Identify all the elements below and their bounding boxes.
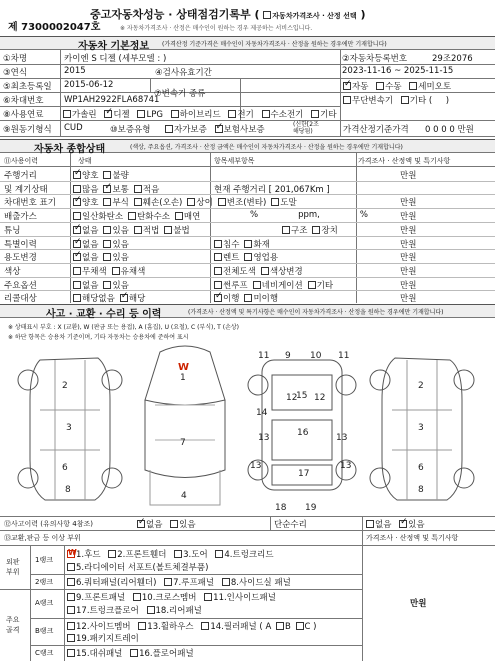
summary-note: (색상, 주요옵션, 가격조사 · 산정 금액은 매수인이 자동차가격조사 · 산정을 원하는 경우에만 기재합니다): [130, 144, 403, 151]
trans-auto-checkbox[interactable]: [343, 82, 351, 90]
col-state: 상태: [78, 157, 92, 165]
summary-option-checkbox[interactable]: [175, 212, 183, 220]
rank2-label: 2랭크: [35, 578, 53, 586]
summary-row-detail: [282, 224, 343, 236]
floor-panel-checkbox[interactable]: [130, 649, 138, 657]
price-survey-checkbox[interactable]: [263, 11, 271, 19]
detail-label: 기타: [316, 281, 334, 291]
reg-number-value: 29조2076: [432, 54, 473, 64]
svg-text:2: 2: [418, 381, 424, 391]
basic-info-title: 자동차 기본정보: [78, 41, 150, 52]
summary-row-options: [73, 224, 195, 236]
svg-text:6: 6: [62, 463, 68, 473]
trans-semi-checkbox[interactable]: [409, 82, 417, 90]
svg-text:14: 14: [256, 408, 268, 418]
summary-option-label: 일산화탄소: [82, 212, 124, 222]
summary-option-checkbox[interactable]: [128, 212, 136, 220]
summary-row-options: [73, 251, 134, 263]
detail-checkbox[interactable]: [244, 240, 252, 248]
rankC-items: 15.대쉬패널 16.플로어패널: [67, 647, 199, 659]
fuel-hydrogen-checkbox[interactable]: [262, 110, 270, 118]
summary-row-label: 리콜대상: [4, 294, 37, 304]
svg-text:11: 11: [338, 351, 350, 361]
label-base-price: 가격산정기준가격: [343, 125, 409, 135]
detail-label: 장치: [321, 226, 338, 236]
summary-option-checkbox[interactable]: [218, 198, 226, 206]
label-warranty-type: ⑩보증유형: [110, 125, 151, 135]
main-frame-label: 주요 골격: [6, 616, 20, 634]
col-detail: 항목세부항목: [214, 157, 255, 165]
svg-text:3: 3: [418, 423, 424, 433]
summary-row-options: [73, 196, 302, 208]
label-transmission: ⑦변속기 종류: [154, 89, 206, 99]
summary-option-label: 없음: [82, 226, 99, 236]
transmission-opts-row1: ✓자동 수동 세미오토: [343, 80, 456, 92]
price-unit: 만원: [400, 267, 417, 277]
base-price-value: 0 0 0 0 만원: [425, 125, 474, 135]
svg-text:18: 18: [275, 503, 287, 513]
summary-option-checkbox[interactable]: [73, 212, 81, 220]
summary-option-checkbox[interactable]: [73, 267, 81, 275]
price-basis-note: (신한[2조 해당됨): [293, 121, 319, 135]
rankA-items: 9.프론트패널 10.크로스멤버 11.인사이드패널: [67, 591, 281, 603]
svg-text:8: 8: [418, 485, 424, 495]
rear-panel-checkbox[interactable]: [147, 606, 155, 614]
summary-option-label: 있음: [112, 253, 129, 263]
detail-checkbox[interactable]: [253, 281, 261, 289]
rankC-label: C랭크: [35, 649, 54, 657]
summary-option-label: 상이: [196, 198, 213, 208]
parts-price-header: 가격조사 · 산정액 및 특기사항: [366, 534, 459, 542]
summary-row-detail: [214, 238, 275, 250]
svg-text:10: 10: [310, 351, 322, 361]
detail-label: 네비게이션: [261, 281, 303, 291]
summary-row-detail: [214, 265, 308, 277]
summary-row-options: [73, 265, 150, 277]
emission-unit: %: [250, 210, 259, 220]
summary-option-checkbox[interactable]: [120, 294, 128, 302]
svg-text:3: 3: [66, 423, 72, 433]
label-reg-number: ②자동차등록번호: [342, 54, 408, 64]
summary-option-checkbox[interactable]: [73, 294, 81, 302]
detail-checkbox[interactable]: [244, 253, 252, 261]
fuel-diesel-checkbox[interactable]: [104, 110, 112, 118]
fuel-options: 가솔린 ✓ 디젤 LPG 하이브리드 전기 수소전기 기타: [63, 108, 342, 120]
pillar-b-checkbox[interactable]: [276, 622, 284, 630]
detail-checkbox[interactable]: [214, 267, 222, 275]
inside-panel-checkbox[interactable]: [204, 593, 212, 601]
summary-option-checkbox[interactable]: [103, 226, 111, 234]
rank2-items: 6.쿼터패널(리어휀더) 7.루프패널 8.사이드실 패널: [67, 576, 296, 588]
trans-other-checkbox[interactable]: [401, 96, 409, 104]
door-checkbox[interactable]: [174, 550, 182, 558]
vin-value: WP1AH2922FLA68741: [64, 95, 160, 105]
trans-cvt-checkbox[interactable]: [343, 96, 351, 104]
svg-text:2: 2: [62, 381, 68, 391]
summary-option-label: 양호: [82, 198, 99, 208]
svg-text:15: 15: [296, 391, 308, 401]
summary-row-options: [73, 292, 150, 304]
summary-option-label: 해당없음: [82, 294, 115, 304]
repair-none-checkbox[interactable]: [366, 520, 374, 528]
detail-checkbox[interactable]: [214, 240, 222, 248]
first-reg-value: 2015-06-12: [64, 80, 114, 90]
rank1-label: 1랭크: [35, 556, 53, 564]
summary-option-checkbox[interactable]: [187, 198, 195, 206]
diagram-mark-hood: W: [178, 362, 190, 373]
summary-option-checkbox[interactable]: [103, 281, 111, 289]
price-unit: 만원: [400, 281, 417, 291]
form-title: 중고자동차성능 · 상태점검기록부 ( 자동차가격조사 · 산정 선택 ): [90, 8, 366, 21]
summary-option-label: 보통: [112, 185, 129, 195]
trunk-floor-checkbox[interactable]: [67, 606, 75, 614]
summary-row-label: 용도변경: [4, 253, 37, 263]
summary-option-checkbox[interactable]: [271, 198, 279, 206]
summary-option-label: 없음: [82, 253, 99, 263]
detail-checkbox[interactable]: [261, 267, 269, 275]
price-unit: 만원: [400, 226, 417, 236]
detail-label: 영업용: [253, 253, 279, 263]
detail-label: 렌트: [223, 253, 240, 263]
front-panel-checkbox[interactable]: [67, 593, 75, 601]
summary-option-label: 없음: [82, 240, 99, 250]
pillar-panel-checkbox[interactable]: [201, 622, 209, 630]
fuel-lpg-checkbox[interactable]: [137, 110, 145, 118]
simple-repair-options: 없음 ✓ 있음: [366, 518, 430, 530]
summary-option-label: 해당: [128, 294, 146, 304]
rankB-items: 12.사이드멤버 13.휠하우스 14.필러패널 ( A B C ): [67, 620, 321, 632]
summary-option-label: 불량: [112, 171, 129, 181]
detail-checkbox[interactable]: [244, 294, 252, 302]
summary-row-detail: [214, 279, 338, 291]
document-number: 제 7300002047호: [8, 22, 101, 33]
accident-title: 사고 · 교환 · 수리 등 이력: [46, 309, 162, 320]
emission-units: [250, 210, 408, 220]
rankA-items-2: 17.트렁크플로어 18.리어패널: [67, 604, 207, 616]
summary-row-options: [73, 210, 205, 222]
summary-option-checkbox[interactable]: [73, 171, 81, 179]
summary-option-checkbox[interactable]: [103, 198, 111, 206]
label-first-reg: ⑤최초등록일: [3, 82, 52, 92]
summary-row-options: [73, 183, 164, 195]
fuel-gasoline-checkbox[interactable]: [63, 110, 71, 118]
detail-label: 이행: [223, 294, 240, 304]
summary-option-label: 없음: [82, 281, 99, 291]
summary-row-label: 주행거리: [4, 171, 37, 181]
detail-label: 전체도색: [223, 267, 256, 277]
accident-note: (가격조사 · 산정액 및 특기사항은 매수인이 자동차가격조사 · 산정을 원하는 경우에만 기재합니다): [188, 309, 444, 316]
trunk-lid-checkbox[interactable]: [215, 550, 223, 558]
summary-row-label: 배출가스: [4, 212, 37, 222]
status-legend: ※ 상태표시 부호 : X (교환), W (판금 또는 용접), A (흠집), U (요철), C (부식), T (손상): [8, 324, 240, 331]
svg-text:4: 4: [181, 491, 187, 501]
warranty-insurer-checkbox[interactable]: [215, 125, 223, 133]
accident-history-options: ✓ 없음 있음: [137, 518, 201, 530]
inspection-period-value: 2023-11-16 ~ 2025-11-15: [342, 66, 454, 76]
package-tray-checkbox[interactable]: [67, 634, 75, 642]
price-unit: 만원: [400, 171, 417, 181]
detail-checkbox[interactable]: [214, 294, 222, 302]
hood-checkbox[interactable]: W: [68, 548, 77, 557]
summary-option-label: 유채색: [120, 267, 146, 277]
summary-option-label: 부식: [112, 198, 129, 208]
quarter-panel-checkbox[interactable]: [67, 578, 75, 586]
svg-text:19: 19: [305, 503, 317, 513]
side-sill-checkbox[interactable]: [222, 578, 230, 586]
fuel-electric-checkbox[interactable]: [228, 110, 236, 118]
detail-label: 구조: [291, 226, 308, 236]
detail-checkbox[interactable]: [214, 281, 222, 289]
summary-option-label: 있음: [112, 240, 129, 250]
summary-title: 자동차 종합상태: [34, 144, 106, 155]
summary-row-label: 차대번호 표기: [4, 198, 56, 208]
summary-option-checkbox[interactable]: [73, 240, 81, 248]
price-unit: 만원: [400, 253, 417, 263]
svg-text:13: 13: [336, 433, 348, 443]
summary-option-label: 불법: [173, 226, 190, 236]
summary-option-checkbox[interactable]: [164, 226, 172, 234]
summary-option-label: 도말: [280, 198, 297, 208]
svg-text:12: 12: [286, 393, 298, 403]
summary-option-checkbox[interactable]: [134, 185, 142, 193]
summary-option-checkbox[interactable]: [112, 267, 120, 275]
label-year: ③연식: [3, 68, 28, 78]
summary-option-label: 많음: [82, 185, 99, 195]
col-price: 가격조사 · 산정액 및 특기사항: [358, 157, 451, 165]
svg-text:13: 13: [258, 433, 270, 443]
rankB-label: B랭크: [35, 627, 54, 635]
price-unit: 만원: [400, 212, 417, 222]
emission-unit: ppm,: [298, 210, 320, 220]
repair-yes-checkbox[interactable]: [399, 520, 407, 528]
summary-option-label: 매연: [183, 212, 201, 222]
svg-text:12: 12: [314, 393, 326, 403]
svg-text:13: 13: [340, 461, 352, 471]
detail-checkbox[interactable]: [282, 226, 290, 234]
detail-checkbox[interactable]: [312, 226, 320, 234]
summary-option-checkbox[interactable]: [73, 198, 81, 206]
warranty-options: 자가보증 ✓ 보험사보증: [165, 123, 270, 135]
side-member-checkbox[interactable]: [67, 622, 75, 630]
svg-text:1: 1: [180, 373, 186, 383]
summary-row-label: 특별이력: [4, 240, 37, 250]
emission-unit: %: [359, 210, 368, 220]
label-fuel: ⑧사용연료: [3, 110, 44, 120]
detail-checkbox[interactable]: [308, 281, 316, 289]
rankA-label: A랭크: [35, 599, 54, 607]
svg-text:7: 7: [180, 438, 186, 448]
transmission-opts-row2: 무단변속기 기타 ( ): [343, 94, 454, 106]
summary-row-options: [73, 238, 134, 250]
label-vin: ⑥차대번호: [3, 96, 44, 106]
fuel-other-checkbox[interactable]: [311, 110, 319, 118]
summary-option-checkbox[interactable]: [73, 253, 81, 261]
col-usage: ⑪사용이력: [4, 157, 39, 165]
radiator-support-checkbox[interactable]: [67, 563, 75, 571]
summary-option-label: 있음: [112, 281, 129, 291]
svg-text:13: 13: [250, 461, 262, 471]
accident-history-label: ⑫사고이력 (유의사항 4참조): [4, 520, 93, 528]
summary-row-label: 주요옵션: [4, 281, 37, 291]
detail-label: 침수: [223, 240, 240, 250]
summary-option-checkbox[interactable]: [103, 253, 111, 261]
summary-option-checkbox[interactable]: [134, 198, 142, 206]
car-diagram: [0, 340, 495, 516]
detail-label: 색상변경: [269, 267, 303, 277]
parts-price-unit: 만원: [410, 599, 427, 609]
dash-panel-checkbox[interactable]: [67, 649, 75, 657]
accident-yes-checkbox[interactable]: [170, 520, 178, 528]
price-unit: 만원: [400, 294, 417, 304]
car-name-value: 카이엔 S 디젤 (세부모델 : ): [64, 54, 167, 64]
svg-text:6: 6: [418, 463, 424, 473]
summary-option-checkbox[interactable]: [103, 171, 111, 179]
warranty-self-checkbox[interactable]: [165, 125, 173, 133]
svg-text:11: 11: [258, 351, 270, 361]
summary-row-label: 색상: [4, 267, 21, 277]
summary-option-label: 있음: [112, 226, 129, 236]
rankB-items-2: 19.패키지트레이: [67, 632, 144, 644]
svg-text:8: 8: [65, 485, 71, 495]
detail-label: 화재: [253, 240, 270, 250]
summary-row-options: [73, 279, 134, 291]
label-engine: ⑨원동기형식: [3, 125, 52, 135]
summary-option-label: 적법: [142, 226, 160, 236]
svg-text:9: 9: [285, 351, 291, 361]
rank1-items: W 1.후드 2.프론트휀더 3.도어 4.트렁크리드: [68, 548, 274, 560]
summary-row-label: 및 계기상태: [4, 185, 48, 195]
status-legend-note: ※ 하단 항목은 승용차 기준이며, 기타 자동차는 승용차에 준하여 표시: [8, 334, 189, 341]
pillar-c-checkbox[interactable]: [296, 622, 304, 630]
parts-header: ⑬교환,판금 등 이상 부위: [4, 534, 81, 542]
detail-label: 미이행: [253, 294, 279, 304]
summary-option-label: 훼손(오손): [142, 198, 183, 208]
simple-repair-label: 단순수리: [274, 520, 307, 530]
price-unit: 만원: [400, 198, 417, 208]
summary-option-label: 적음: [142, 185, 160, 195]
svg-text:17: 17: [298, 469, 310, 479]
summary-option-checkbox[interactable]: [134, 226, 142, 234]
summary-option-label: 양호: [82, 171, 99, 181]
summary-option-label: 무채색: [82, 267, 107, 277]
current-mileage: 현재 주행거리 [ 201,067Km ]: [214, 185, 330, 195]
label-inspection: ④검사유효기간: [155, 68, 212, 78]
price-unit: 만원: [400, 240, 417, 250]
roof-panel-checkbox[interactable]: [164, 578, 172, 586]
accident-none-checkbox[interactable]: [137, 520, 145, 528]
detail-checkbox[interactable]: [214, 253, 222, 261]
summary-row-detail: [214, 292, 283, 304]
svg-text:16: 16: [297, 428, 309, 438]
summary-row-detail: [214, 251, 283, 263]
rank1-items-2: 5.라디에이터 서포트(볼트체결부품): [67, 561, 213, 573]
summary-option-checkbox[interactable]: [73, 281, 81, 289]
summary-row-options: [73, 169, 134, 181]
summary-row-label: 튜닝: [4, 226, 21, 236]
trans-manual-checkbox[interactable]: [376, 82, 384, 90]
summary-option-label: 변조(변타): [226, 198, 267, 208]
label-car-name: ①차명: [3, 54, 28, 64]
wheel-house-checkbox[interactable]: [138, 622, 146, 630]
front-fender-checkbox[interactable]: [108, 550, 116, 558]
summary-option-label: 탄화수소: [137, 212, 170, 222]
basic-info-note: (가격산정 기준가격은 매수인이 자동차가격조사 · 산정을 원하는 경우에만 기재합니다): [162, 41, 387, 48]
detail-label: 썬루프: [223, 281, 248, 291]
summary-option-checkbox[interactable]: [73, 185, 81, 193]
header-notice: ※ 자동차가격조사 · 산정은 매수인이 원하는 경우 제공하는 서비스입니다.: [120, 25, 313, 32]
summary-option-checkbox[interactable]: [73, 226, 81, 234]
summary-option-checkbox[interactable]: [103, 240, 111, 248]
fuel-hybrid-checkbox[interactable]: [171, 110, 179, 118]
engine-value: CUD: [64, 123, 83, 133]
cross-member-checkbox[interactable]: [133, 593, 141, 601]
summary-option-checkbox[interactable]: [103, 185, 111, 193]
outer-panel-label: 외판 부위: [6, 558, 20, 576]
year-value: 2015: [64, 66, 86, 76]
